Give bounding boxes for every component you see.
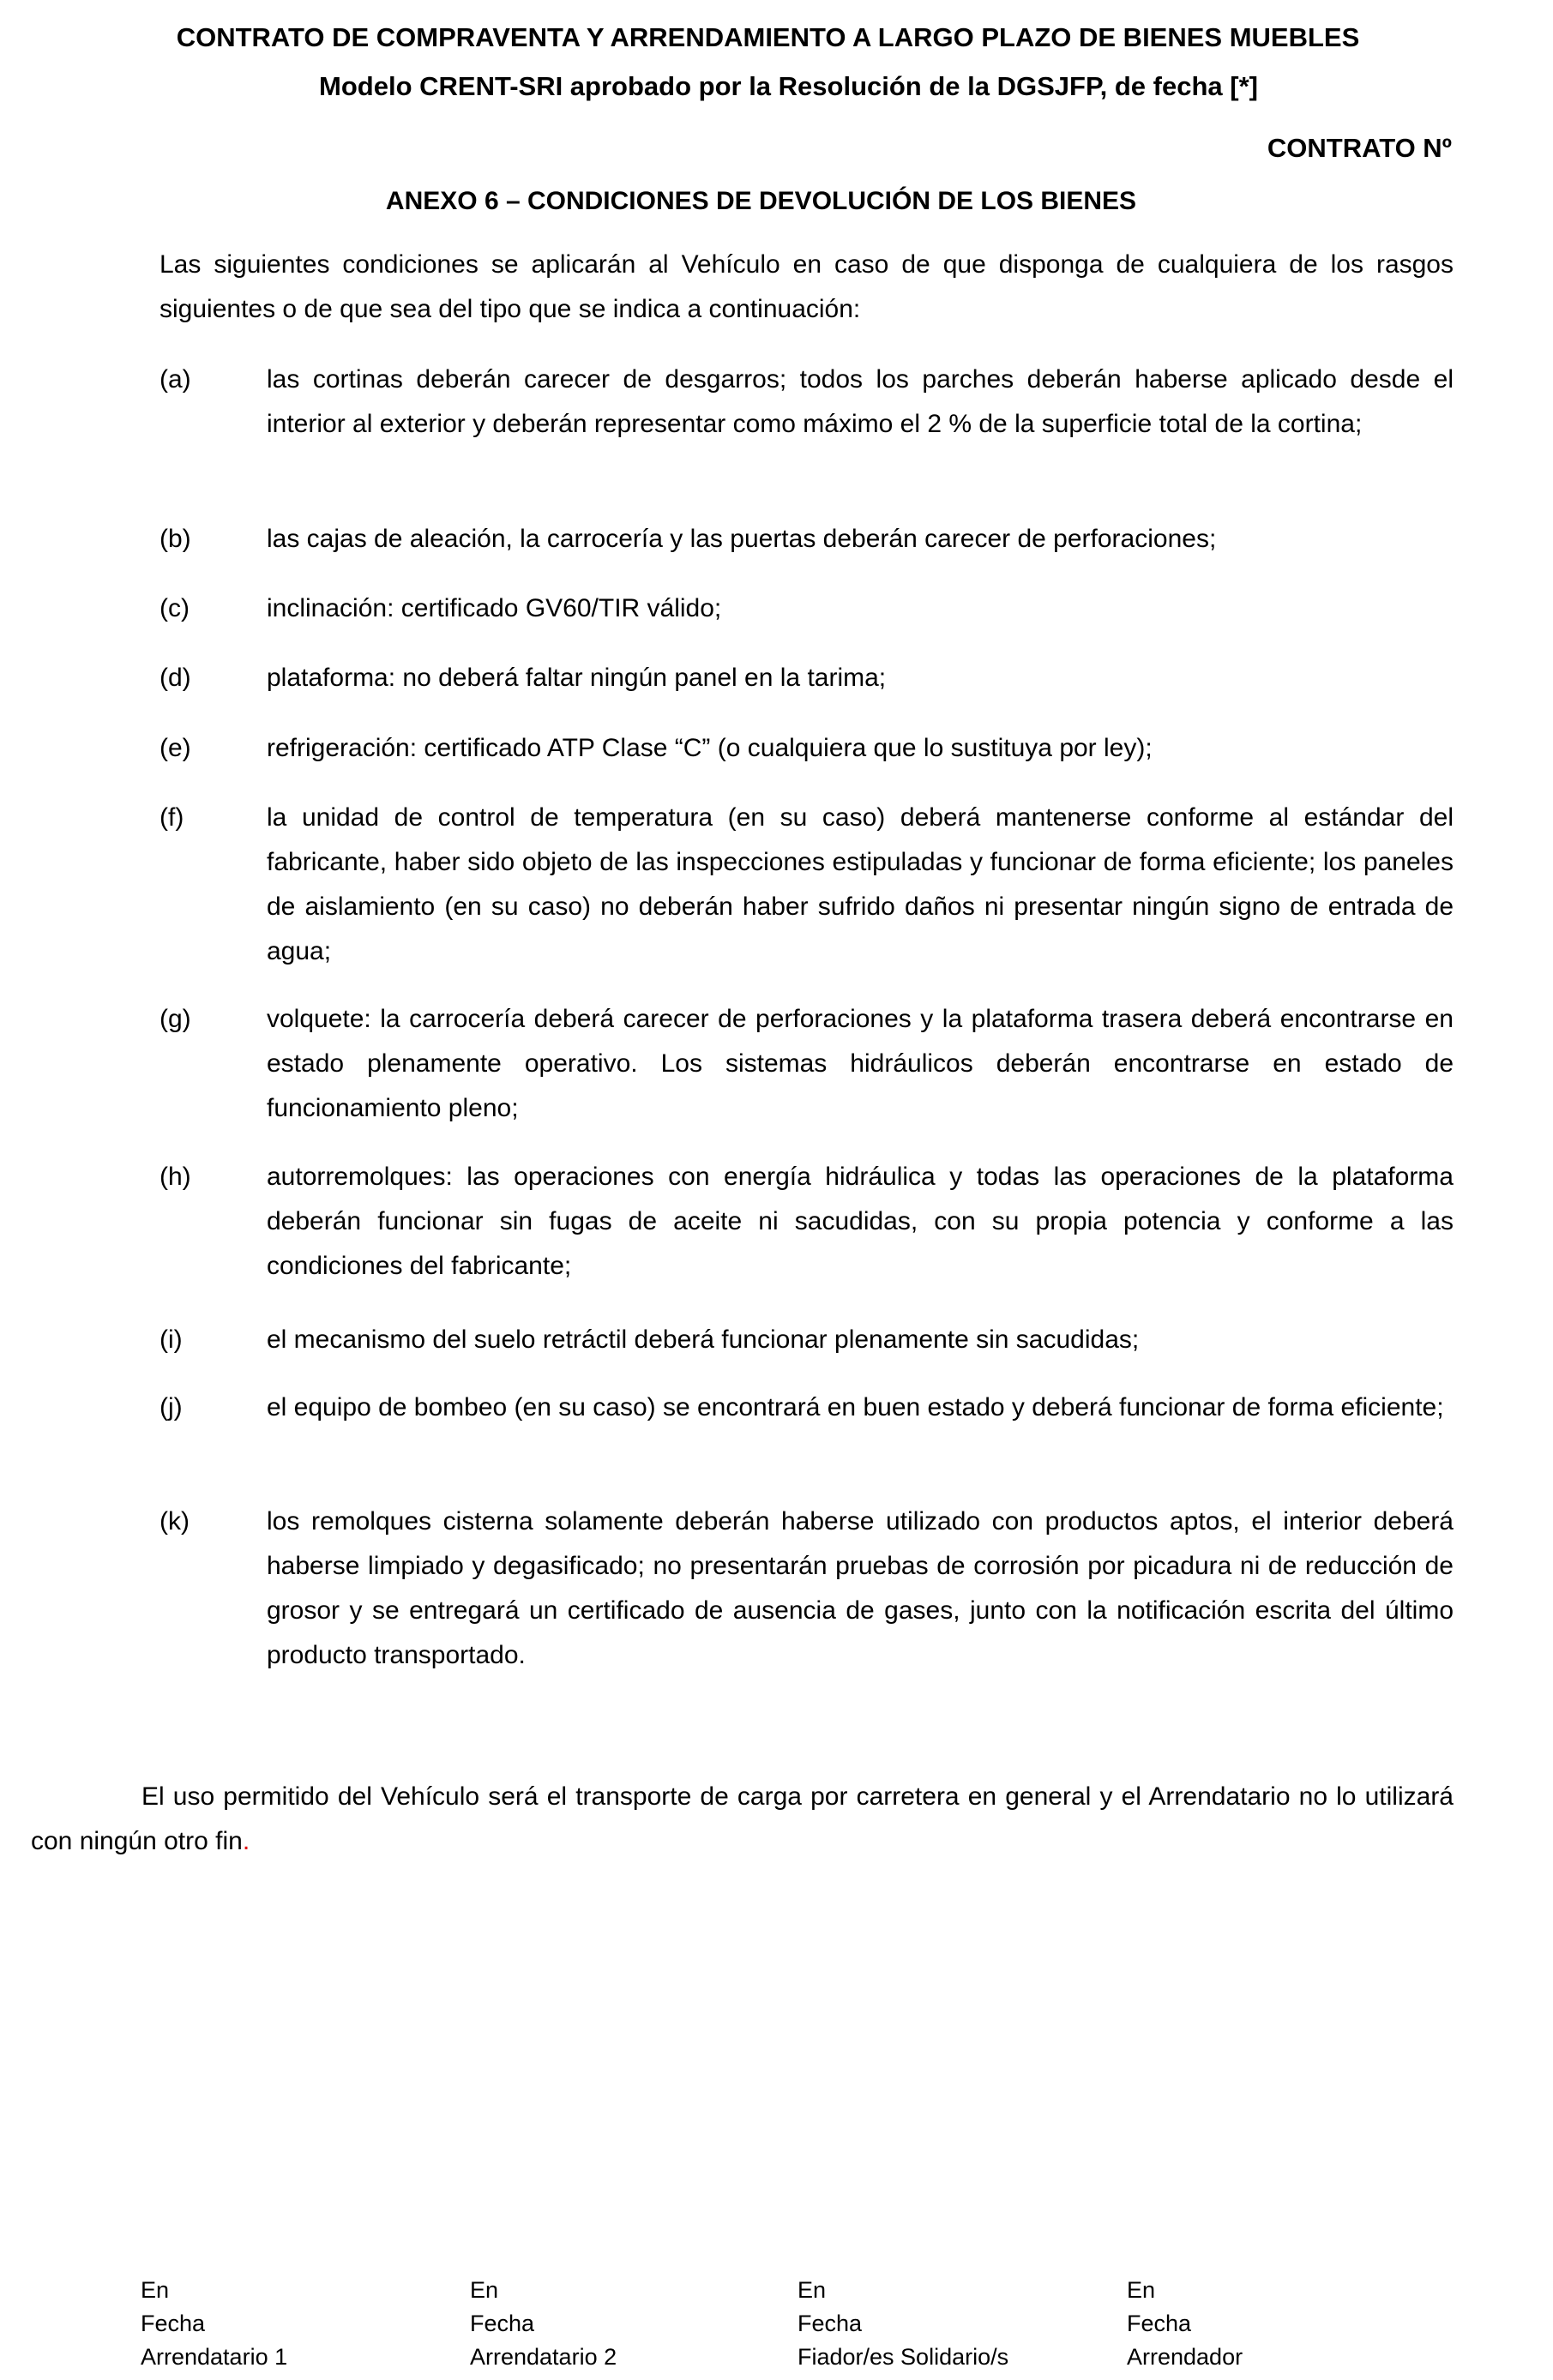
condition-text: plataforma: no deberá faltar ningún panel en la tarima; <box>267 664 887 692</box>
signature-place: En <box>1127 2277 1156 2303</box>
signature-date: Fecha <box>470 2311 535 2336</box>
signature-party: Fiador/es Solidario/s <box>798 2344 1009 2370</box>
signature-place: En <box>141 2277 170 2303</box>
signature-column <box>470 2274 617 2374</box>
signature-date: Fecha <box>141 2311 206 2336</box>
signature-column <box>798 2274 1008 2374</box>
condition-label: (h) <box>160 1163 191 1191</box>
signature-party: Arrendatario 1 <box>141 2344 288 2370</box>
condition-text: refrigeración: certificado ATP Clase “C” (o cualquiera que lo sustituya por ley); <box>267 734 1153 762</box>
condition-text: inclinación: certificado GV60/TIR válido; <box>267 594 722 622</box>
signature-party: Arrendador <box>1127 2344 1243 2370</box>
contract-number-label: CONTRATO Nº <box>1267 133 1452 163</box>
condition-label: (i) <box>160 1325 183 1354</box>
condition-text: autorremolques: las operaciones con energía hidráulica y todas las operaciones de la plataforma deberán funcionar sin fugas de aceite ni sacudidas, con su propia potencia y conforme a las condiciones del fabricante; <box>267 1163 1454 1280</box>
condition-label: (c) <box>160 594 190 622</box>
condition-label: (e) <box>160 734 191 762</box>
condition-label: (j) <box>160 1393 183 1421</box>
condition-text: los remolques cisterna solamente deberán haberse utilizado con productos aptos, el interior deberá haberse limpiado y degasificado; no presentarán pruebas de corrosión por picadura ni de reducción de grosor y se entregará un certificado de ausencia de gases, junto con la notificación escrita del último producto transportado. <box>267 1507 1454 1669</box>
condition-label: (g) <box>160 1005 191 1033</box>
signature-place: En <box>470 2277 499 2303</box>
condition-text: las cortinas deberán carecer de desgarros; todos los parches deberán haberse aplicado desde el interior al exterior y deberán representar como máximo el 2 % de la superficie total de la cortina; <box>267 365 1454 438</box>
signature-place: En <box>798 2277 827 2303</box>
final-paragraph-text: El uso permitido del Vehículo será el transporte de carga por carretera en general y el Arrendatario no lo utilizará con ningún otro fin <box>31 1782 1454 1855</box>
intro-paragraph: Las siguientes condiciones se aplicarán al Vehículo en caso de que disponga de cualquiera de los rasgos siguientes o de que sea del tipo que se indica a continuación: <box>160 250 1454 323</box>
condition-label: (b) <box>160 525 191 553</box>
condition-text: el equipo de bombeo (en su caso) se encontrará en buen estado y deberá funcionar de forma eficiente; <box>267 1393 1444 1421</box>
signature-column <box>1127 2274 1243 2374</box>
condition-label: (f) <box>160 803 184 832</box>
condition-text: volquete: la carrocería deberá carecer de perforaciones y la plataforma trasera deberá encontrarse en estado plenamente operativo. Los sistemas hidráulicos deberán encontrarse en estado de funcionamiento pleno; <box>267 1005 1454 1122</box>
condition-text: el mecanismo del suelo retráctil deberá funcionar plenamente sin sacudidas; <box>267 1325 1140 1354</box>
condition-label: (k) <box>160 1507 190 1536</box>
condition-label: (d) <box>160 664 191 692</box>
final-paragraph <box>31 1775 1454 1864</box>
signature-party: Arrendatario 2 <box>470 2344 617 2370</box>
signature-column <box>141 2274 287 2374</box>
signature-date: Fecha <box>1127 2311 1192 2336</box>
condition-label: (a) <box>160 365 191 394</box>
final-period: . <box>242 1827 250 1855</box>
condition-text: la unidad de control de temperatura (en su caso) deberá mantenerse conforme al estándar del fabricante, haber sido objeto de las inspecciones estipuladas y funcionar de forma eficiente; los paneles de aislamiento (en su caso) no deberán haber sufrido daños ni presentar ningún signo de entrada de agua; <box>267 803 1454 965</box>
signature-date: Fecha <box>798 2311 863 2336</box>
condition-text: las cajas de aleación, la carrocería y las puertas deberán carecer de perforaciones; <box>267 525 1217 553</box>
document-title: CONTRATO DE COMPRAVENTA Y ARRENDAMIENTO A LARGO PLAZO DE BIENES MUEBLES <box>176 22 1360 52</box>
document-subtitle: Modelo CRENT-SRI aprobado por la Resolución de la DGSJFP, de fecha [*] <box>319 71 1258 101</box>
annex-title: ANEXO 6 – CONDICIONES DE DEVOLUCIÓN DE LOS BIENES <box>385 187 1137 215</box>
